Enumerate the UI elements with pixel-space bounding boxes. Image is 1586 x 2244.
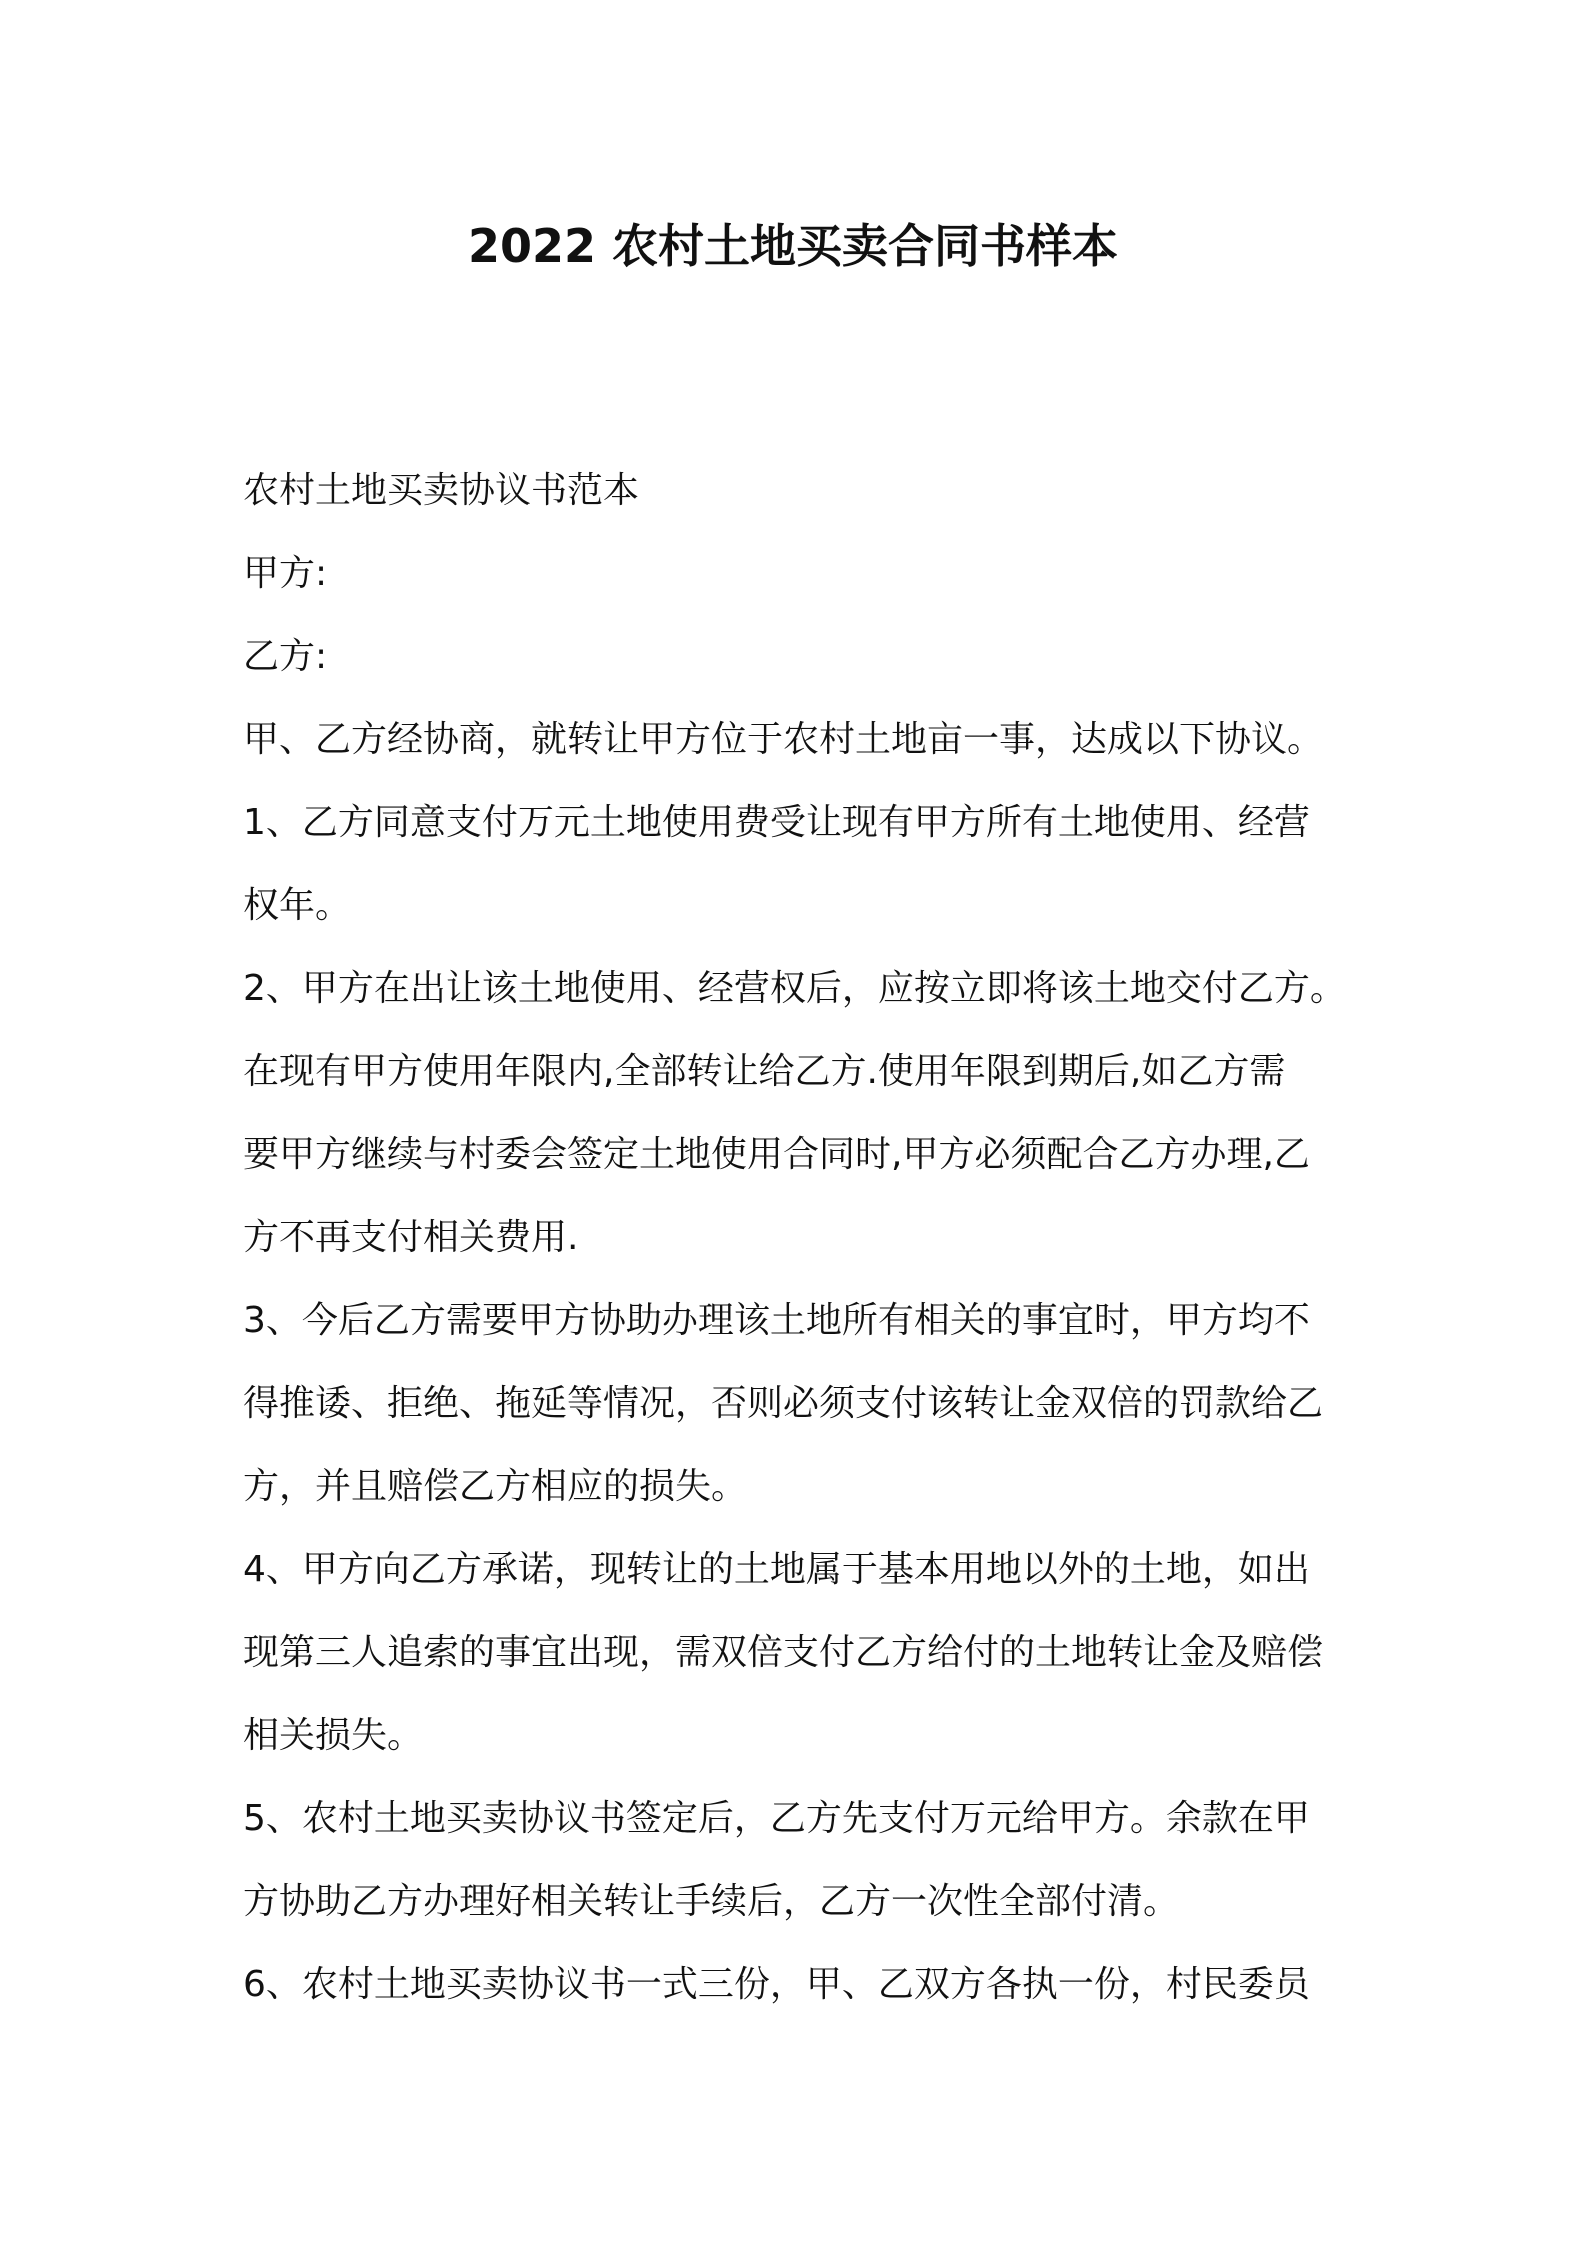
body-line-party-a: 甲方: [243, 553, 328, 594]
document-title: 2022 农村土地买卖合同书样本 [467, 219, 1119, 273]
body-line: 方，并且赔偿乙方相应的损失。 [243, 1466, 748, 1507]
body-line: 1、乙方同意支付万元土地使用费受让现有甲方所有土地使用、经营 [243, 802, 1310, 843]
body-line: 得推诿、拒绝、拖延等情况，否则必须支付该转让金双倍的罚款给乙 [243, 1383, 1324, 1424]
body-line: 现第三人追索的事宜出现，需双倍支付乙方给付的土地转让金及赔偿 [243, 1632, 1324, 1673]
body-line: 方不再支付相关费用. [243, 1217, 579, 1258]
body-line-subtitle: 农村土地买卖协议书范本 [243, 470, 640, 511]
body-line: 权年。 [243, 885, 352, 926]
body-line: 5、农村土地买卖协议书签定后，乙方先支付万元给甲方。余款在甲 [243, 1798, 1310, 1839]
body-line: 甲、乙方经协商，就转让甲方位于农村土地亩一事，达成以下协议。 [243, 719, 1324, 760]
body-line: 4、甲方向乙方承诺，现转让的土地属于基本用地以外的土地，如出 [243, 1549, 1310, 1590]
body-line: 相关损失。 [243, 1715, 424, 1756]
body-line-party-b: 乙方: [243, 636, 328, 677]
body-line: 3、今后乙方需要甲方协助办理该土地所有相关的事宜时，甲方均不 [243, 1300, 1310, 1341]
body-line: 6、农村土地买卖协议书一式三份，甲、乙双方各执一份，村民委员 [243, 1964, 1310, 2005]
body-line: 方协助乙方办理好相关转让手续后，乙方一次性全部付清。 [243, 1881, 1180, 1922]
body-line: 要甲方继续与村委会签定土地使用合同时,甲方必须配合乙方办理,乙 [243, 1134, 1310, 1175]
document-body [243, 449, 1363, 2026]
body-line: 2、甲方在出让该土地使用、经营权后，应按立即将该土地交付乙方。 [243, 968, 1346, 1009]
body-line: 在现有甲方使用年限内,全部转让给乙方.使用年限到期后,如乙方需 [243, 1051, 1286, 1092]
